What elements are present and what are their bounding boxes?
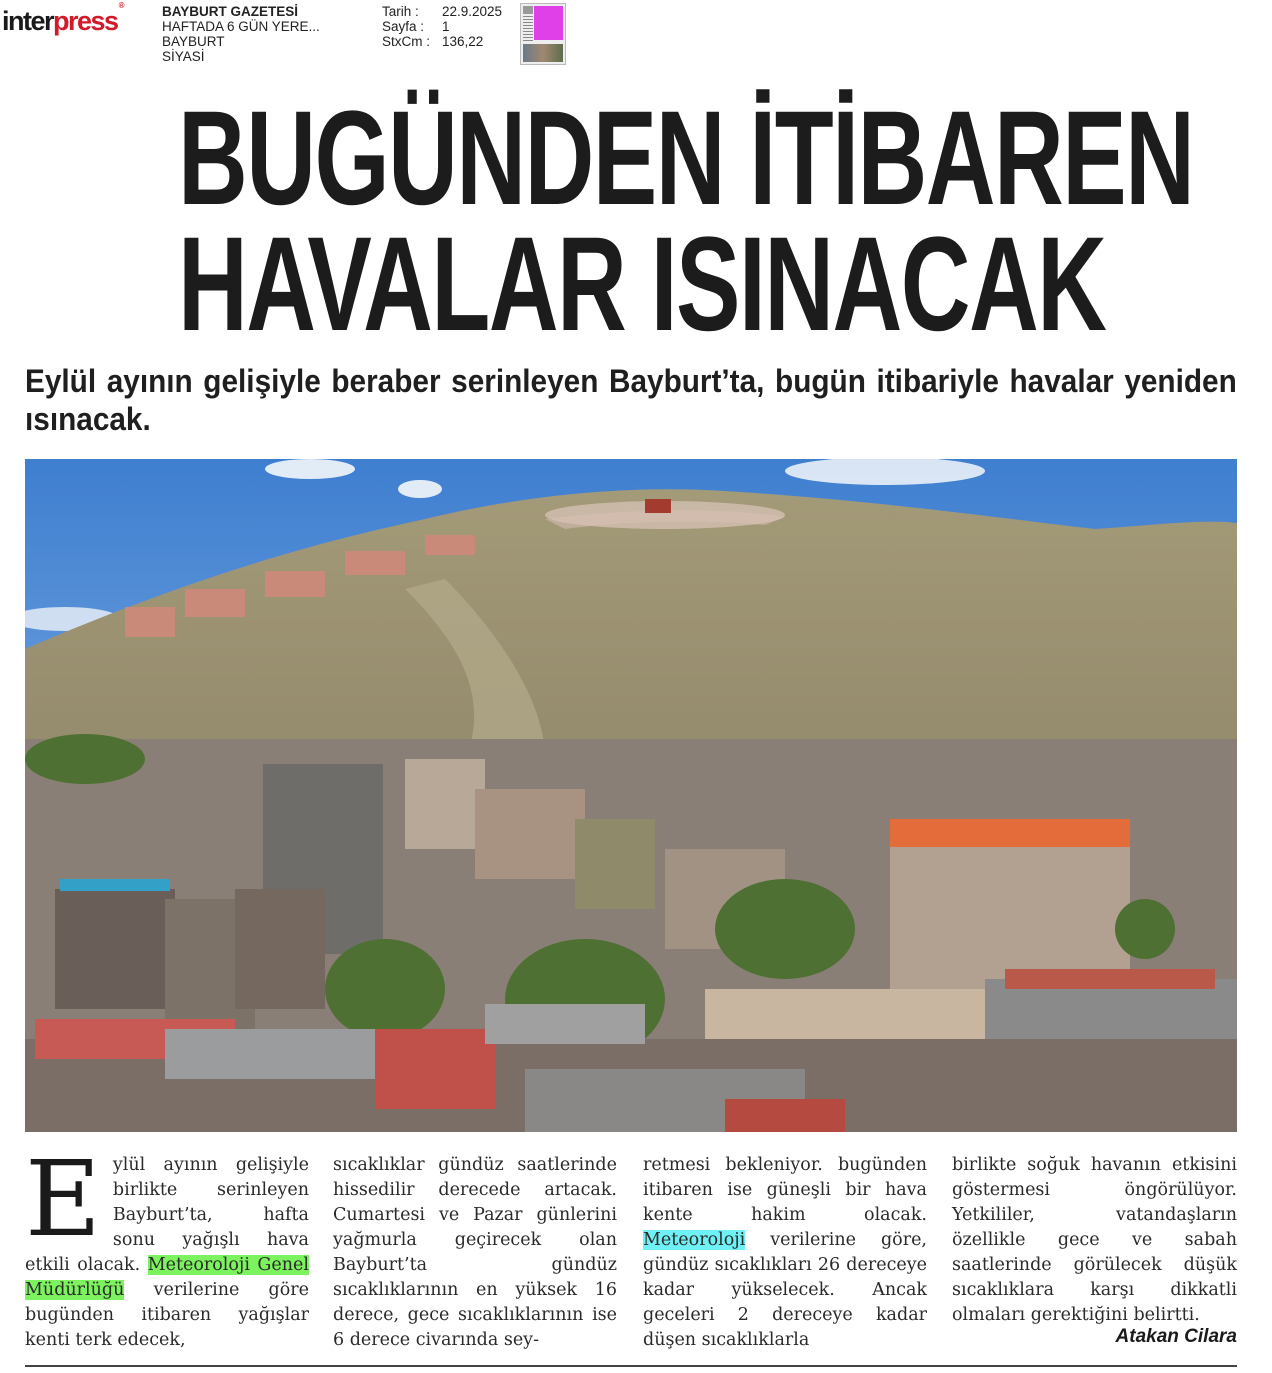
page-thumbnail[interactable]: [520, 3, 566, 65]
meta-value: 1: [442, 19, 450, 34]
author-byline: Atakan Cilara: [1115, 1326, 1237, 1347]
body-column-1: [25, 1138, 309, 1353]
article-headline: [0, 84, 1272, 359]
body-column-3: [643, 1153, 927, 1353]
column-3-text-b: verilerine göre, gündüz sıcaklıkları 26 dereceye kadar yükselecek. Ancak geceleri 2 dereceye kadar düşen sıcaklıklarla: [643, 1230, 927, 1350]
meta-label: Tarih :: [382, 4, 419, 19]
drop-cap: E: [25, 1138, 101, 1260]
thumbnail-block: [523, 6, 533, 14]
city-hillside-photo: [25, 459, 1237, 1132]
meta-size: [382, 34, 502, 49]
article-body: [25, 1138, 1237, 1358]
thumbnail-highlight: [534, 6, 563, 40]
meta-label: Sayfa :: [382, 19, 425, 34]
clipping-meta: [382, 4, 502, 49]
article-subheadline: [25, 362, 1237, 438]
headline-line-2: HAVALAR ISINACAK: [178, 210, 1106, 359]
article-photo: [25, 459, 1237, 1132]
thumbnail-photo: [523, 44, 563, 62]
column-1-text-a: ylül ayının gelişiyle birlikte serinleyen Bayburt’ta, hafta sonu yağışlı hava etkili olacak.: [25, 1155, 309, 1275]
publication-city: BAYBURT: [162, 34, 225, 49]
meta-value: 136,22: [442, 34, 484, 49]
subheadline-text: Eylül ayının gelişiyle beraber serinleyen Bayburt’ta, bugün itibariyle havalar yeniden ısınacak.: [25, 363, 1237, 437]
column-3-text-a: retmesi bekleniyor. bugünden itibaren ise güneşli bir hava kente hakim olacak.: [643, 1155, 927, 1225]
column-1-text-b: verilerine göre bugünden itibaren yağışlar kenti terk edecek,: [25, 1280, 309, 1350]
publication-category: SİYASİ: [162, 49, 205, 64]
headline-line-1: BUGÜNDEN İTİBAREN: [178, 84, 1194, 233]
highlight-meteoroloji: Meteoroloji: [643, 1230, 746, 1250]
logo-main: inter: [2, 6, 54, 36]
publication-frequency: HAFTADA 6 GÜN YERE...: [162, 19, 320, 34]
clipping-header: [0, 0, 1272, 70]
publication-info: [162, 4, 320, 64]
meta-page: [382, 19, 502, 34]
bottom-divider: [25, 1365, 1237, 1367]
highlight-meteoroloji-genel-mudurlugu: Meteoroloji Genel Müdürlüğü: [25, 1255, 309, 1300]
logo-accent: press: [53, 6, 118, 36]
registered-mark: ®: [118, 1, 123, 10]
meta-value: 22.9.2025: [442, 4, 503, 19]
publication-name: BAYBURT GAZETESİ: [162, 4, 299, 19]
body-column-4: birlikte soğuk havanın etkisini göstermesi öngörülüyor. Yetkililer, vatandaşların özellikle gece ve sabah saatlerinde görülecek düşük sıcaklıklara karşı dikkatli olmaları gerektiğini belirtti.: [952, 1155, 1237, 1325]
body-column-2: sıcaklıklar gündüz saatlerinde hissedilir derecede artacak. Cumartesi ve Pazar günlerini yağmurla geçirecek olan Bayburt’ta gündüz sıcaklıklarının en yüksek 16 derece, gece sıcaklıklarının ise 6 derece civarında sey-: [333, 1155, 617, 1350]
meta-date: [382, 4, 502, 19]
meta-label: StxCm :: [382, 34, 431, 49]
interpress-logo: [2, 1, 123, 37]
thumbnail-text: [523, 16, 533, 42]
